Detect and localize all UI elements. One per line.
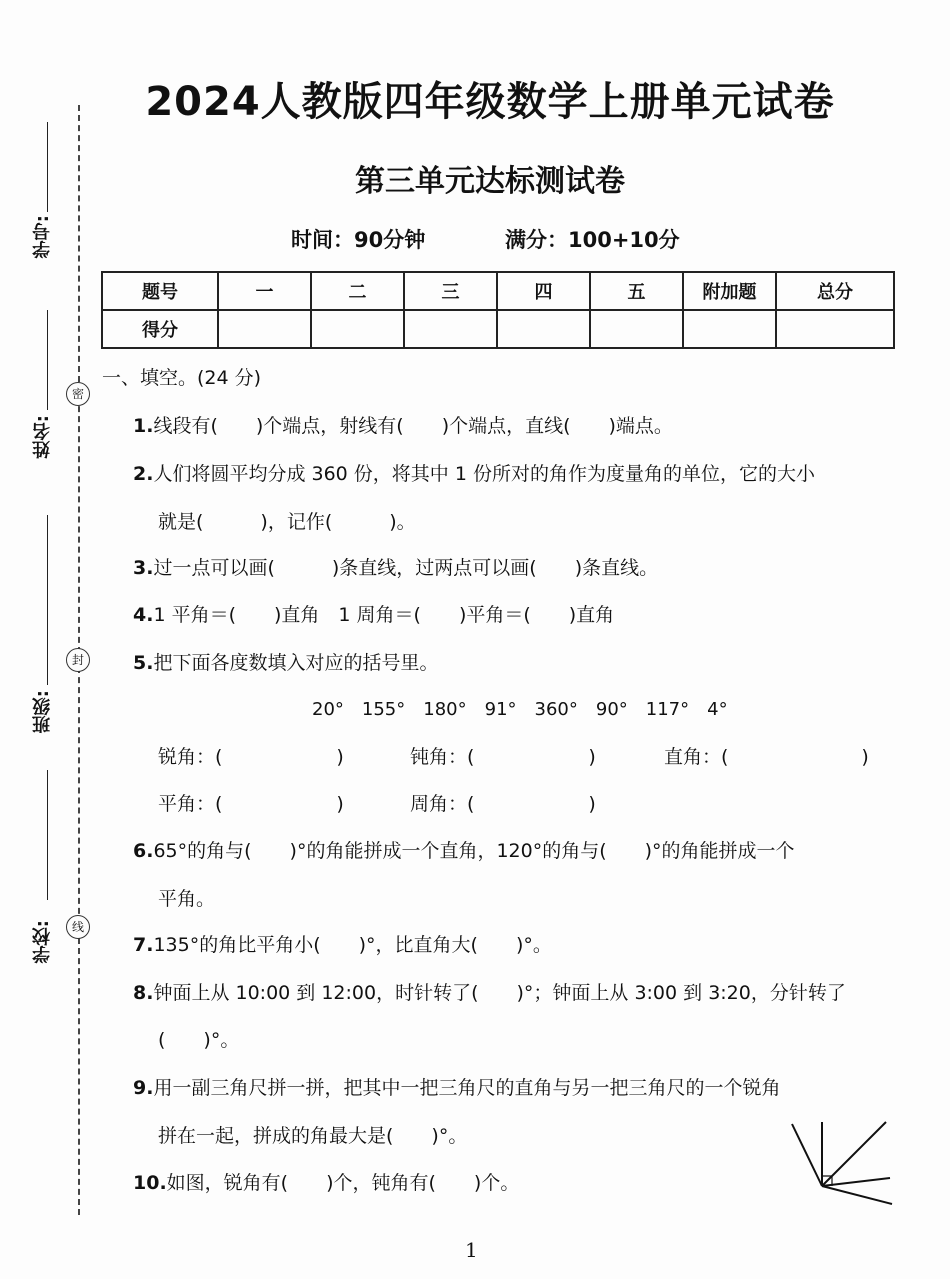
seal-feng: 封 bbox=[66, 648, 90, 672]
question-9-continuation: 拼在一起，拼成的角最大是( )°。 bbox=[158, 1125, 468, 1147]
question-8 bbox=[133, 978, 846, 1005]
score-header-cell: 二 bbox=[311, 272, 404, 310]
score-table bbox=[101, 271, 895, 349]
question-number: 4. bbox=[133, 604, 154, 626]
score-row-label: 得分 bbox=[102, 310, 218, 348]
name-rule bbox=[47, 310, 48, 410]
score-cell[interactable] bbox=[218, 310, 311, 348]
question-text: 把下面各度数填入对应的括号里。 bbox=[153, 652, 439, 674]
score-cell[interactable] bbox=[311, 310, 404, 348]
question-text: 如图，锐角有( )个，钝角有( )个。 bbox=[166, 1172, 520, 1194]
score-header-cell: 总分 bbox=[776, 272, 894, 310]
straight-angle-blank: 平角：( ) bbox=[158, 793, 344, 815]
question-text: 线段有( )个端点，射线有( )个端点，直线( )端点。 bbox=[153, 415, 673, 437]
school-label: 学校: bbox=[32, 920, 53, 964]
score-header-cell: 一 bbox=[218, 272, 311, 310]
exam-subtitle: 第三单元达标测试卷 bbox=[355, 164, 625, 199]
score-table-score-row bbox=[102, 310, 894, 348]
question-text: 过一点可以画( )条直线，过两点可以画( )条直线。 bbox=[153, 557, 659, 579]
right-angle-blank: 直角：( ) bbox=[664, 746, 869, 768]
score-cell[interactable] bbox=[497, 310, 590, 348]
score-header-cell: 题号 bbox=[102, 272, 218, 310]
full-angle-blank: 周角：( ) bbox=[410, 793, 596, 815]
question-number: 3. bbox=[133, 557, 154, 579]
question-6 bbox=[133, 836, 795, 863]
seal-mi: 密 bbox=[66, 382, 90, 406]
question-2 bbox=[133, 459, 815, 486]
question-text: 1 平角＝( )直角 1 周角＝( )平角＝( )直角 bbox=[153, 604, 615, 626]
question-number: 1. bbox=[133, 415, 154, 437]
question-number: 6. bbox=[133, 840, 154, 862]
score-header-cell: 四 bbox=[497, 272, 590, 310]
score-cell[interactable] bbox=[683, 310, 776, 348]
class-label: 班级: bbox=[32, 690, 53, 734]
question-number: 7. bbox=[133, 934, 154, 956]
acute-angle-blank: 锐角：( ) bbox=[158, 746, 344, 768]
question-8-continuation: ( )°。 bbox=[158, 1029, 240, 1051]
degree-list: 20° 155° 180° 91° 360° 90° 117° 4° bbox=[312, 699, 728, 720]
question-1 bbox=[133, 411, 673, 438]
seal-xian: 线 bbox=[66, 915, 90, 939]
score-cell[interactable] bbox=[404, 310, 497, 348]
question-number: 2. bbox=[133, 463, 154, 485]
score-cell[interactable] bbox=[776, 310, 894, 348]
page-number: 1 bbox=[465, 1238, 478, 1262]
score-header-cell: 五 bbox=[590, 272, 683, 310]
question-text: 65°的角与( )°的角能拼成一个直角，120°的角与( )°的角能拼成一个 bbox=[153, 840, 795, 862]
exam-title: 2024人教版四年级数学上册单元试卷 bbox=[145, 79, 835, 125]
score-table-header-row bbox=[102, 272, 894, 310]
school-rule bbox=[47, 770, 48, 900]
name-label: 姓名: bbox=[32, 415, 53, 459]
question-2-continuation: 就是( )，记作( )。 bbox=[158, 511, 416, 533]
question-9 bbox=[133, 1073, 780, 1100]
question-6-continuation: 平角。 bbox=[158, 888, 216, 910]
score-header-cell: 附加题 bbox=[683, 272, 776, 310]
angle-ray bbox=[822, 1186, 892, 1204]
question-5 bbox=[133, 648, 438, 675]
angle-figure bbox=[786, 1118, 898, 1210]
exam-time: 时间：90分钟 bbox=[291, 228, 426, 252]
student-id-rule bbox=[47, 122, 48, 212]
section-heading: 一、填空。(24 分) bbox=[102, 367, 262, 389]
question-7 bbox=[133, 930, 552, 957]
student-id-label: 学号: bbox=[32, 215, 53, 259]
exam-full-score: 满分：100+10分 bbox=[505, 228, 680, 252]
obtuse-angle-blank: 钝角：( ) bbox=[410, 746, 596, 768]
question-10 bbox=[133, 1168, 519, 1195]
score-cell[interactable] bbox=[590, 310, 683, 348]
question-4 bbox=[133, 600, 614, 627]
question-text: 用一副三角尺拼一拼，把其中一把三角尺的直角与另一把三角尺的一个锐角 bbox=[153, 1077, 781, 1099]
question-text: 135°的角比平角小( )°，比直角大( )°。 bbox=[153, 934, 552, 956]
question-number: 9. bbox=[133, 1077, 154, 1099]
question-number: 5. bbox=[133, 652, 154, 674]
class-rule bbox=[47, 515, 48, 685]
question-number: 8. bbox=[133, 982, 154, 1004]
question-number: 10. bbox=[133, 1172, 167, 1194]
question-3 bbox=[133, 553, 658, 580]
angle-ray bbox=[792, 1124, 822, 1186]
question-text: 钟面上从 10:00 到 12:00，时针转了( )°；钟面上从 3:00 到 3:20，分针转了 bbox=[153, 982, 846, 1004]
question-text: 人们将圆平均分成 360 份，将其中 1 份所对的角作为度量角的单位，它的大小 bbox=[153, 463, 815, 485]
score-header-cell: 三 bbox=[404, 272, 497, 310]
